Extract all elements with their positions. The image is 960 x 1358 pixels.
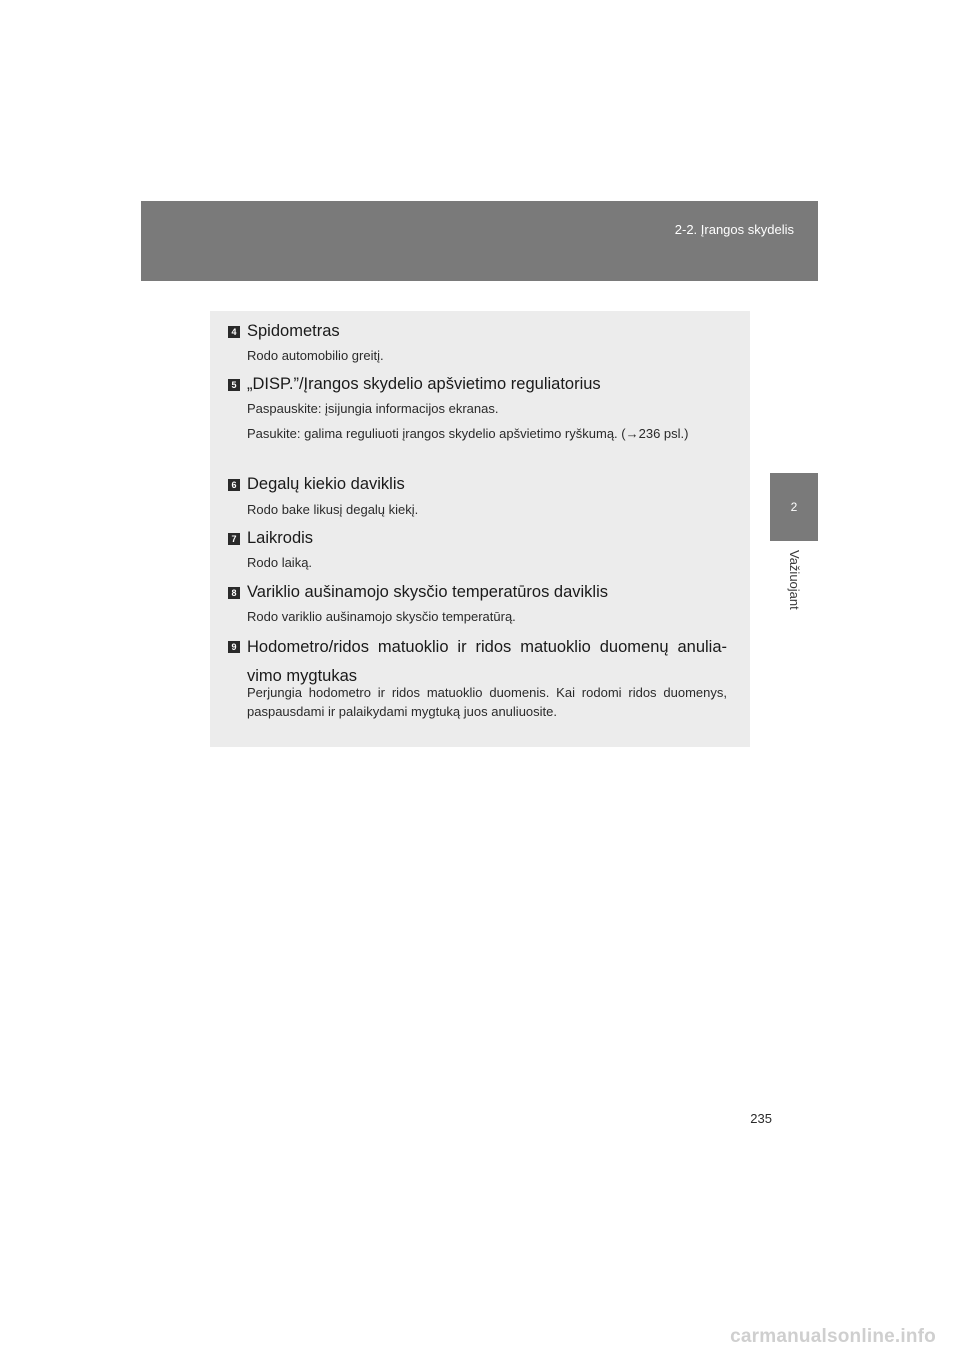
chapter-number: 2: [790, 500, 798, 514]
item-title: „DISP.”/Įrangos skydelio apšvietimo reguliatorius: [247, 375, 601, 393]
item-title: Laikrodis: [247, 529, 314, 547]
header-band: [141, 201, 818, 281]
watermark: carmanualsonline.info: [730, 1326, 936, 1347]
item-description: Rodo variklio aušinamojo skysčio temperatūrą.: [247, 609, 516, 624]
item-description: Perjungia hodometro ir ridos matuoklio duomenis. Kai rodomi ridos duomenys, paspausdami ir palaikydami mygtuką juos anuliuosite.: [247, 685, 727, 719]
item-number-badge: 9: [228, 641, 240, 653]
item-number-badge: 8: [228, 587, 240, 599]
item-number-badge: 7: [228, 533, 240, 545]
item-title: Variklio aušinamojo skysčio temperatūros daviklis: [247, 583, 609, 601]
chapter-tab: [770, 473, 818, 541]
item-description: Rodo laiką.: [247, 555, 313, 570]
item-number-badge: 4: [228, 326, 240, 338]
item-title: Spidometras: [247, 322, 340, 340]
item-number-badge: 5: [228, 379, 240, 391]
section-title: 2-2. Įrangos skydelis: [674, 222, 794, 237]
item-number-badge: 6: [228, 479, 240, 491]
item-description: Rodo bake likusį degalų kiekį.: [247, 502, 419, 517]
chapter-label: [773, 550, 815, 620]
item-title: Hodometro/ridos matuoklio ir ridos matuoklio duomenų anulia-vimo mygtukas: [247, 638, 727, 685]
item-description: Paspauskite: įsijungia informacijos ekranas.: [247, 401, 499, 416]
item-description: Pasukite: galima reguliuoti įrangos skydelio apšvietimo ryškumą. (→236 psl.): [247, 426, 689, 441]
item-description: Rodo automobilio greitį.: [247, 348, 384, 363]
page-number: 235: [750, 1111, 772, 1126]
chapter-label-text: Važiuojant: [787, 550, 802, 610]
content-box: [210, 311, 750, 747]
item-title: Degalų kiekio daviklis: [247, 475, 405, 493]
